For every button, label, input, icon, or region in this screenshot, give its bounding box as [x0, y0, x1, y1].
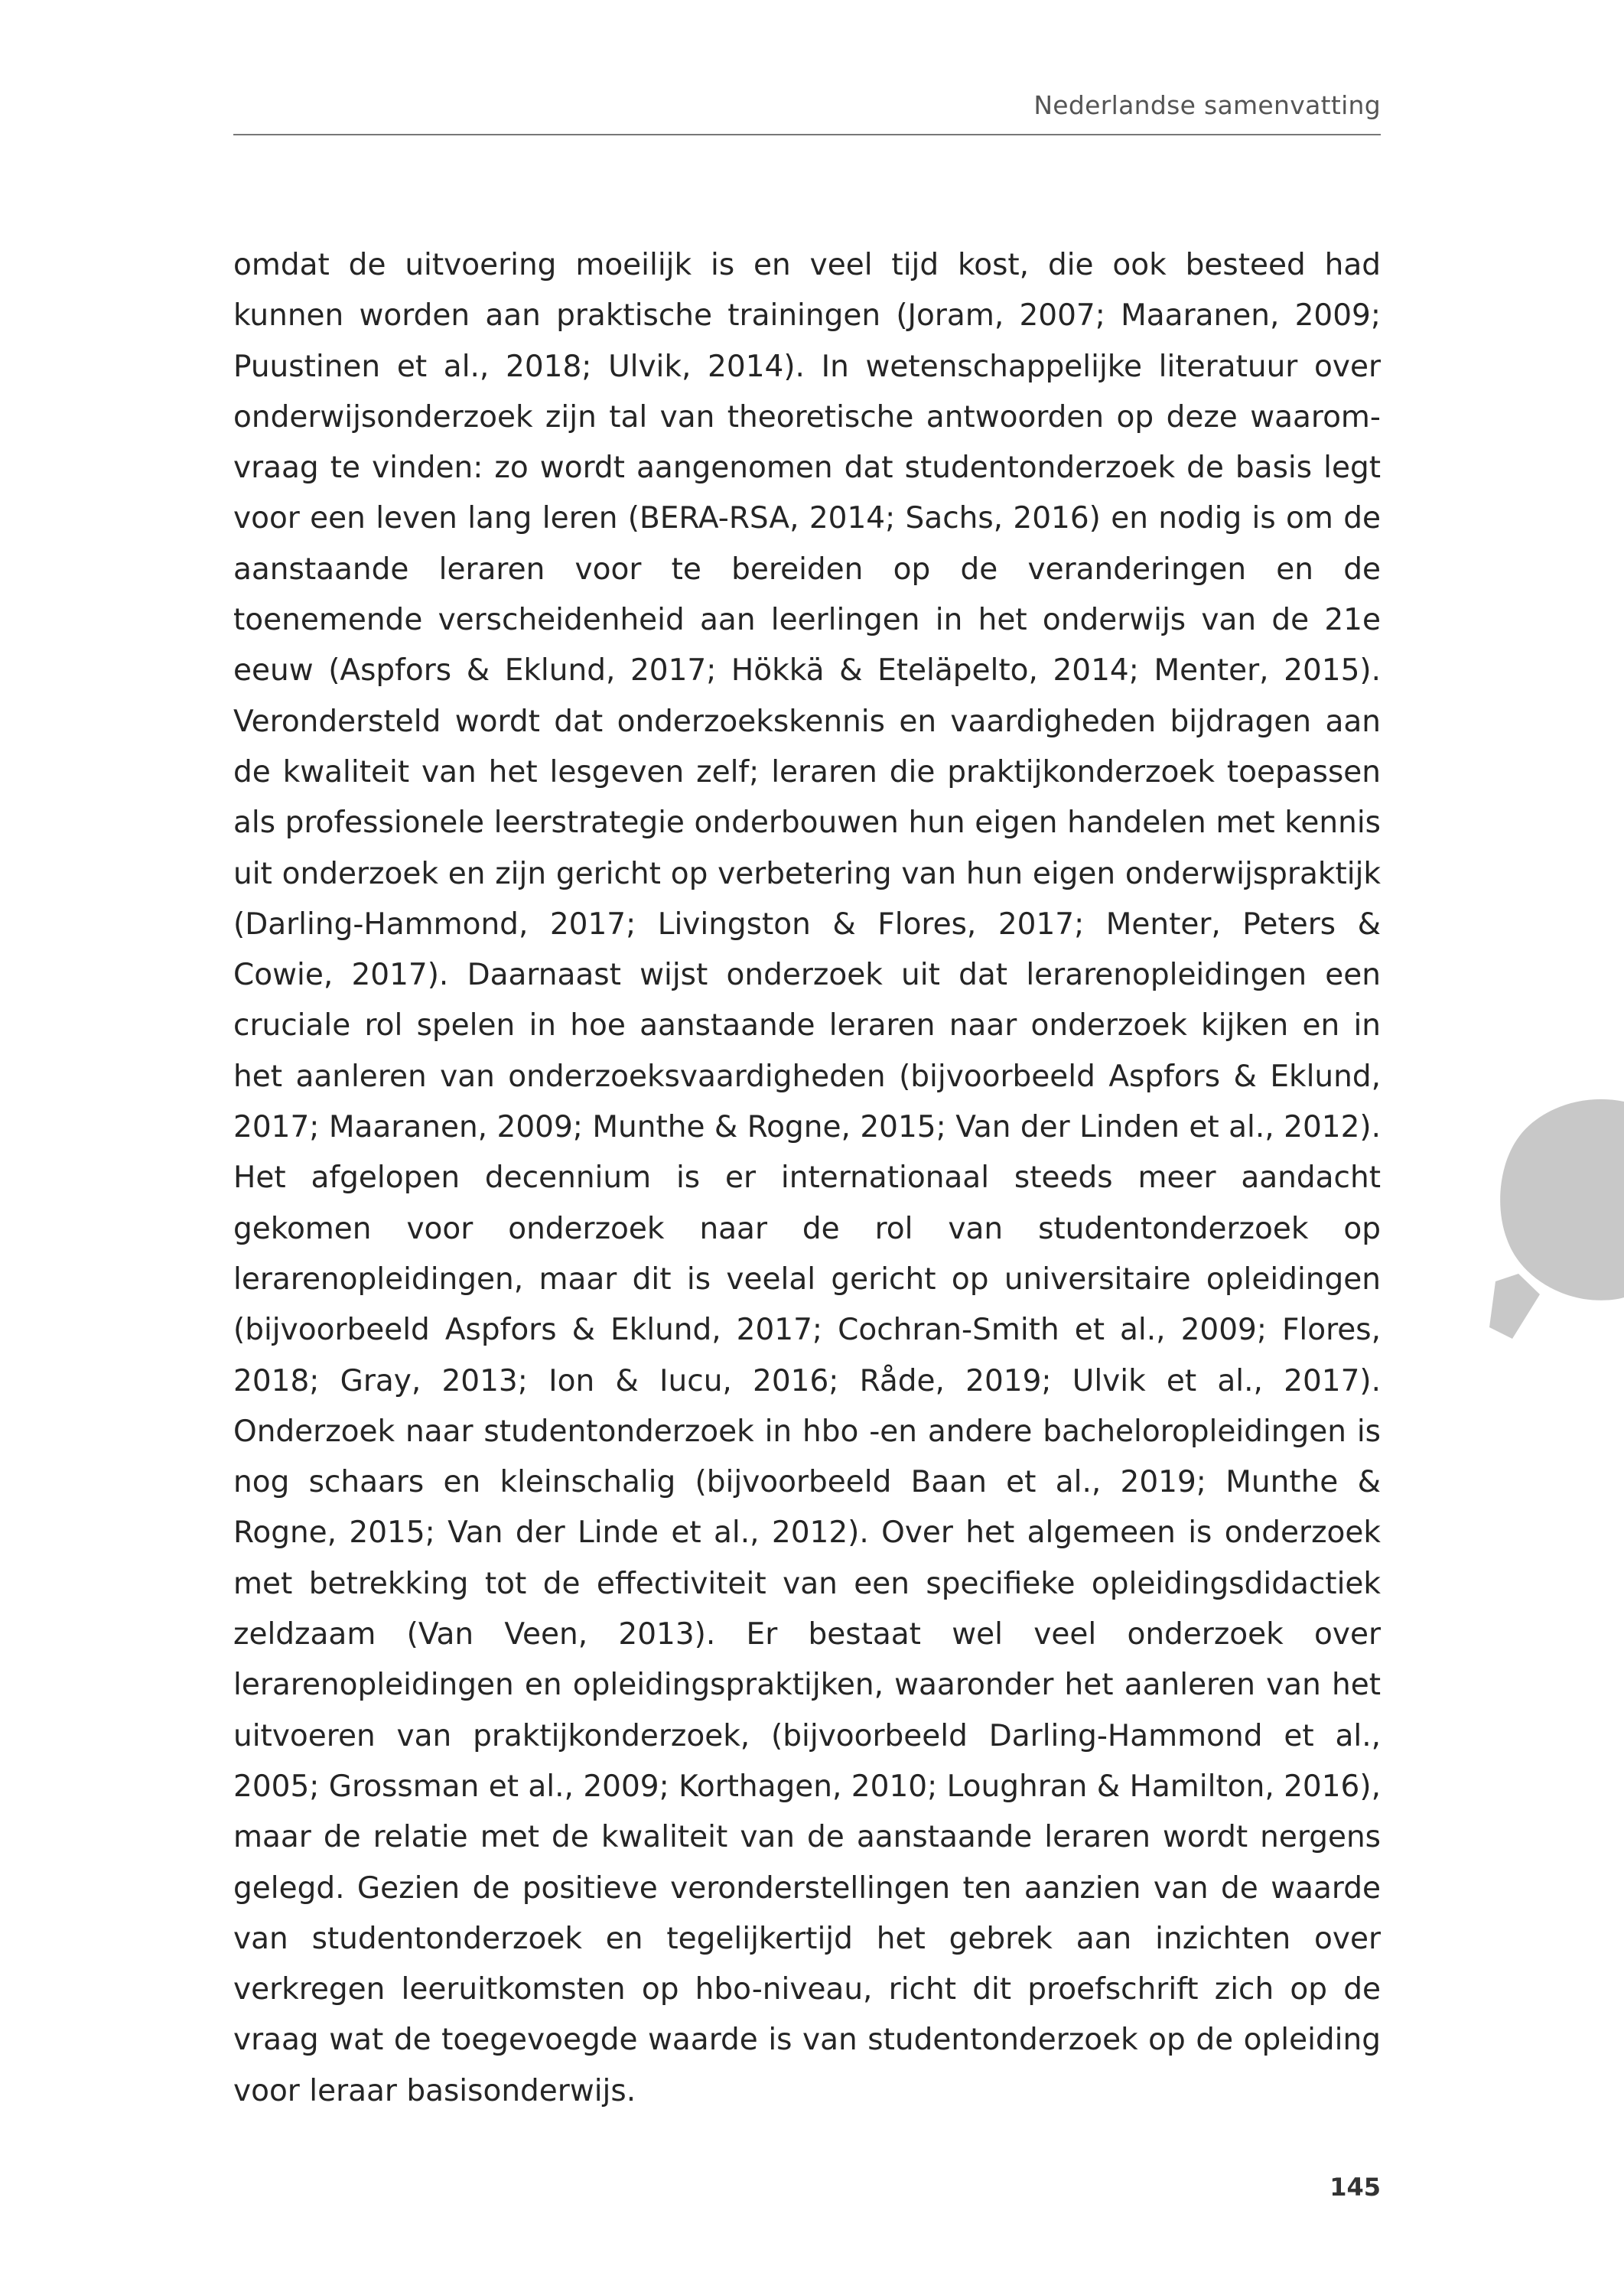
magnifier-thumb-tab-icon	[1473, 1094, 1624, 1346]
body-paragraph: omdat de uitvoering moeilijk is en veel tijd kost, die ook besteed had kunnen worden aan praktische trainingen (Joram, 2007; Maaranen, 2009; Puustinen et al., 2018; Ulvik, 2014). In wetenschappelijke literatuur over onderwijsonderzoek zijn tal van theoretische antwoorden op deze waarom-vraag te vinden: zo wordt aangenomen dat studentonderzoek de basis legt voor een leven lang leren (BERA-RSA, 2014; Sachs, 2016) en nodig is om de aanstaande leraren voor te bereiden op de veranderingen en de toenemende verscheidenheid aan leerlingen in het onderwijs van de 21e eeuw (Aspfors & Eklund, 2017; Hökkä & Eteläpelto, 2014; Menter, 2015). Verondersteld wordt dat onderzoekskennis en vaardigheden bijdragen aan de kwaliteit van het lesgeven zelf; leraren die praktijkonderzoek toepassen als professionele leerstrategie onderbouwen hun eigen handelen met kennis uit onderzoek en zijn gericht op verbetering van hun eigen onderwijspraktijk (Darling-Hammond, 2017; Livingston & Flores, 2017; Menter, Peters & Cowie, 2017). Daarnaast wijst onderzoek uit dat lerarenopleidingen een cruciale rol spelen in hoe aanstaande leraren naar onderzoek kijken en in het aanleren van onderzoeksvaardigheden (bijvoorbeeld Aspfors & Eklund, 2017; Maaranen, 2009; Munthe & Rogne, 2015; Van der Linden et al., 2012). Het afgelopen decennium is er internationaal steeds meer aandacht gekomen voor onderzoek naar de rol van studentonderzoek op lerarenopleidingen, maar dit is veelal gericht op universitaire opleidingen (bijvoorbeeld Aspfors & Eklund, 2017; Cochran-Smith et al., 2009; Flores, 2018; Gray, 2013; Ion & Iucu, 2016; Råde, 2019; Ulvik et al., 2017). Onderzoek naar studentonderzoek in hbo -en andere bacheloropleidingen is nog schaars en kleinschalig (bijvoorbeeld Baan et al., 2019; Munthe & Rogne, 2015; Van der Linde et al., 2012). Over het algemeen is onderzoek met betrekking tot de effectiviteit van een specifieke opleidingsdidactiek zeldzaam (Van Veen, 2013). Er bestaat wel veel onderzoek over lerarenopleidingen en opleidingspraktijken, waaronder het aanleren van het uitvoeren van praktijkonderzoek, (bijvoorbeeld Darling-Hammond et al., 2005; Grossman et al., 2009; Korthagen, 2010; Loughran & Hamilton, 2016), maar de relatie met de kwaliteit van de aanstaande leraren wordt nergens gelegd. Gezien de positieve veronderstellingen ten aanzien van de waarde van studentonderzoek en tegelijkertijd het gebrek aan inzichten over verkregen leeruitkomsten op hbo-niveau, richt dit proefschrift zich op de vraag wat de toegevoegde waarde is van studentonderzoek op de opleiding voor leraar basisonderwijs.	[233, 248, 1381, 2108]
running-header-title: Nederlandse samenvatting	[1033, 90, 1381, 120]
page-number: 145	[1329, 2173, 1381, 2202]
thumb-tab-lens	[1500, 1099, 1624, 1300]
header-divider	[233, 134, 1381, 135]
thumb-tab-handle	[1489, 1274, 1540, 1339]
